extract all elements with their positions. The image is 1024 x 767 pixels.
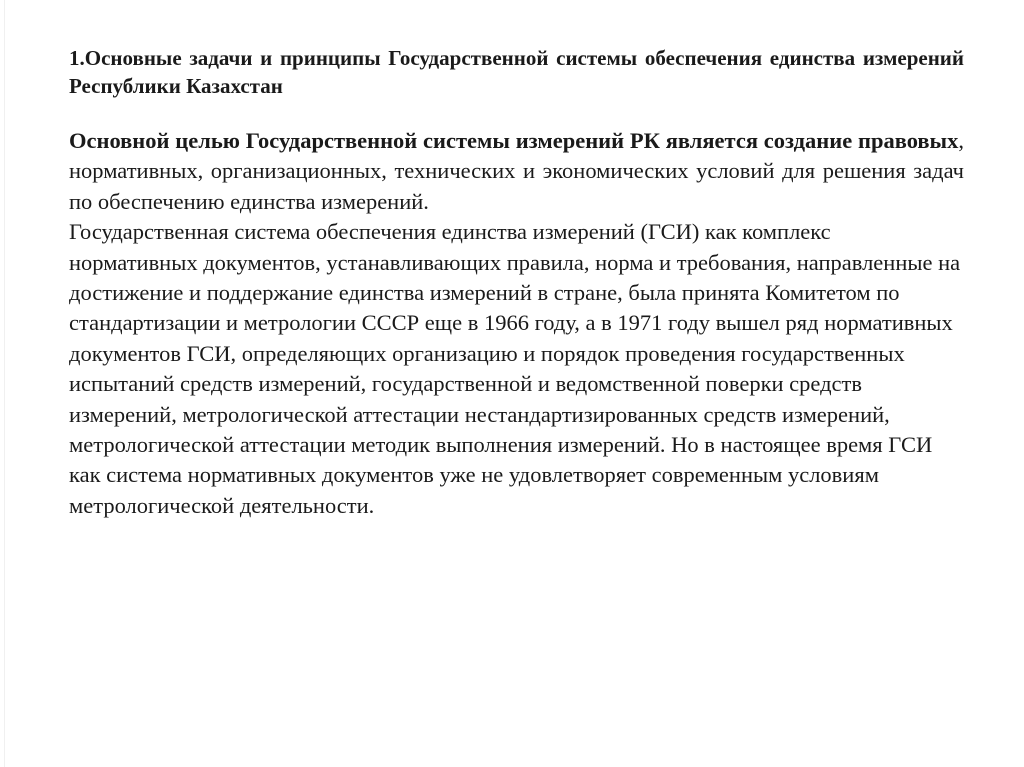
body-paragraph: Государственная система обеспечения единства измерений (ГСИ) как комплекс нормативных документов, устанавливающих правила, норма и требования, направленные на достижение и поддержание единства измерений в стране, была принята Комитетом по стандартизации и метрологии СССР еще в 1966 году, а в 1971 году вышел ряд нормативных документов ГСИ, определяющих организацию и порядок проведения государственных испытаний средств измерений, государственной и ведомственной поверки средств измерений, метрологической аттестации нестандартизированных средств измерений, метрологической аттестации методик выполнения измерений. Но в настоящее время ГСИ как система нормативных документов уже не удовлетворяет современным условиям метрологической деятельности. xyxy=(69,219,961,518)
lead-paragraph xyxy=(69,126,964,217)
slide-content xyxy=(69,44,964,521)
slide-title: 1.Основные задачи и принципы Государственной системы обеспечения единства измерений Республики Казахстан xyxy=(69,46,964,98)
slide-edge-divider xyxy=(4,0,5,767)
lead-regular-text: , нормативных, организационных, технических и экономических условий для решения задач по обеспечению единства измерений. xyxy=(69,128,964,214)
lead-bold-text: Основной целью Государственной системы измерений РК является создание правовых xyxy=(69,128,959,153)
